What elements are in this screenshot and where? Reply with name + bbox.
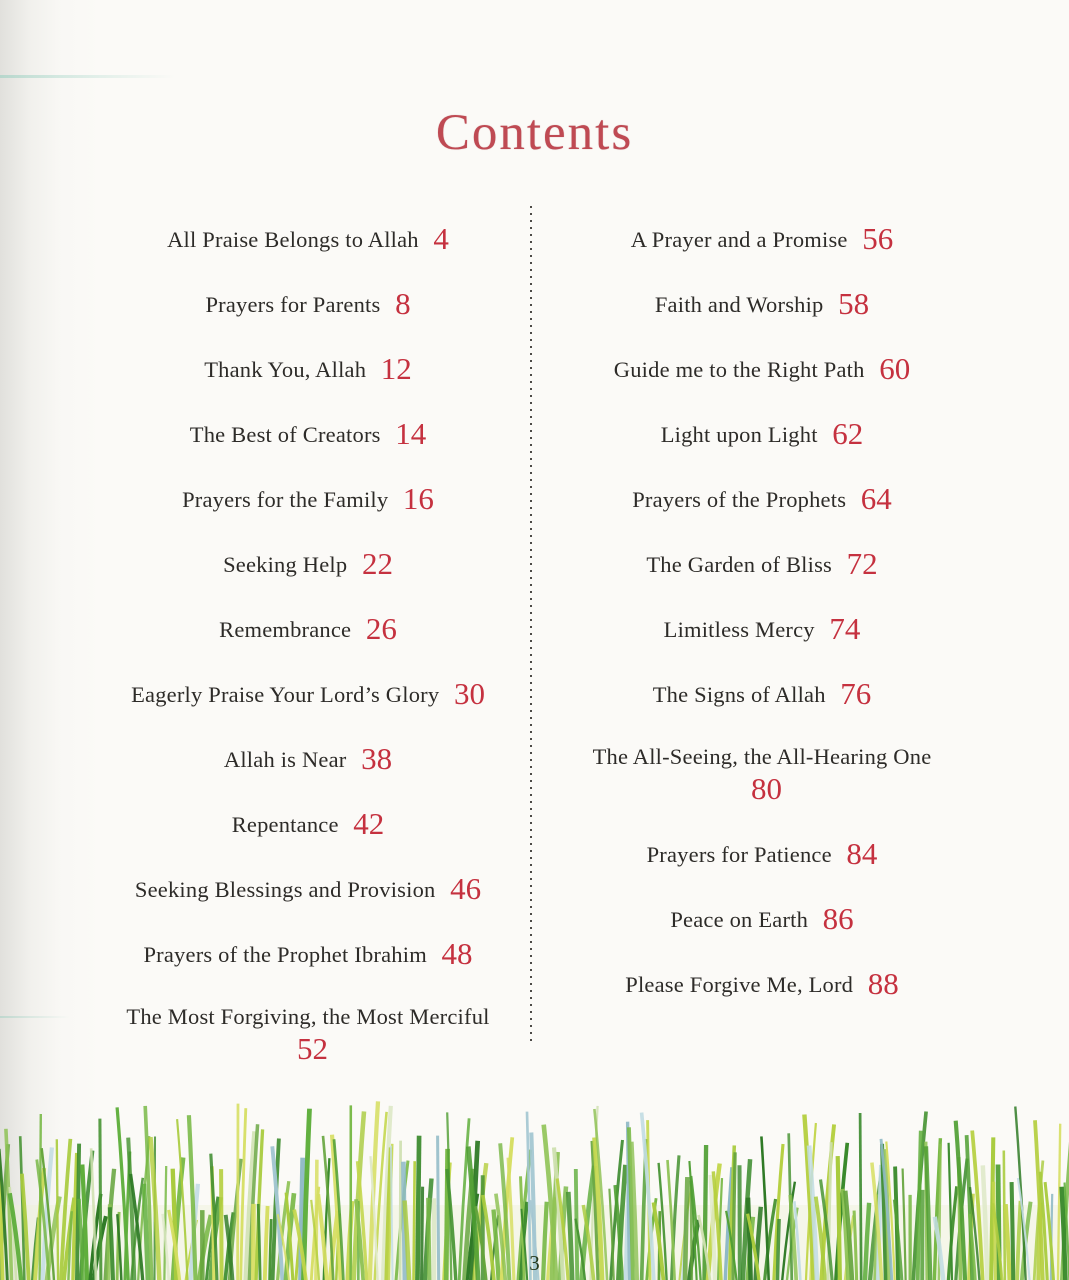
- toc-entry-label: Prayers for Parents: [205, 292, 381, 317]
- toc-entry: [542, 417, 982, 450]
- toc-entry-page-number: 76: [840, 676, 872, 711]
- toc-entry-page-number: 16: [402, 481, 434, 516]
- column-divider-dotted-line: [530, 206, 532, 1046]
- toc-entry-label: Thank You, Allah: [204, 357, 367, 382]
- toc-entry: [83, 417, 533, 450]
- toc-entry-label: Light upon Light: [660, 422, 818, 447]
- toc-entry-label: Limitless Mercy: [663, 617, 815, 642]
- toc-entry-label: Faith and Worship: [654, 292, 824, 317]
- toc-entry-label: Remembrance: [219, 617, 352, 642]
- toc-entry: [83, 352, 533, 385]
- toc-entry-label: Prayers of the Prophet Ibrahim: [143, 942, 427, 967]
- toc-entry-page-number: 74: [829, 611, 861, 646]
- toc-entry: [542, 837, 982, 870]
- toc-entry-label: All Praise Belongs to Allah: [167, 227, 419, 252]
- toc-entry-page-number: 8: [395, 286, 411, 321]
- toc-entry-page-number: 64: [860, 481, 892, 516]
- toc-entry-page-number: 14: [395, 416, 427, 451]
- page-title: Contents: [435, 105, 634, 161]
- toc-entry-label: The Signs of Allah: [652, 682, 826, 707]
- toc-entry-page-number: 12: [380, 351, 412, 386]
- toc-entry-label: The Garden of Bliss: [646, 552, 832, 577]
- toc-entry-page-number: 4: [433, 221, 449, 256]
- toc-entry-label: Prayers for Patience: [646, 842, 832, 867]
- page-number: 3: [529, 1251, 540, 1275]
- toc-entry: [542, 352, 982, 385]
- toc-entry-page-number: 84: [846, 836, 878, 871]
- toc-entry-label: Eagerly Praise Your Lord’s Glory: [131, 682, 440, 707]
- toc-entry: [542, 902, 982, 935]
- toc-entry-page-number: 86: [822, 901, 854, 936]
- toc-entry-page-number: 58: [838, 286, 870, 321]
- toc-entry: [542, 287, 982, 320]
- toc-entry-page-number: 22: [361, 546, 393, 581]
- toc-entry: [83, 547, 533, 580]
- scan-artifact-line: [0, 1016, 70, 1018]
- toc-entry-label: The Best of Creators: [189, 422, 381, 447]
- toc-entry: [83, 1002, 533, 1065]
- toc-entry-label: Repentance: [231, 812, 339, 837]
- toc-entry: [83, 287, 533, 320]
- toc-entry-page-number: 30: [453, 676, 485, 711]
- toc-entry: [83, 222, 533, 255]
- toc-entry-page-number: 62: [832, 416, 864, 451]
- toc-entry-label: The All-Seeing, the All-Hearing One: [592, 744, 932, 769]
- toc-entry-label: A Prayer and a Promise: [630, 227, 848, 252]
- toc-entry: [83, 677, 533, 710]
- toc-entry: [542, 742, 982, 805]
- toc-entry-page-number: 46: [450, 871, 482, 906]
- toc-entry: [83, 612, 533, 645]
- toc-entry-label: Please Forgive Me, Lord: [625, 972, 854, 997]
- toc-right-column: [542, 222, 982, 1032]
- toc-entry-page-number: 80: [751, 771, 782, 806]
- toc-entry: [542, 967, 982, 1000]
- scan-artifact-line: [0, 75, 175, 78]
- toc-entry: [83, 872, 533, 905]
- toc-entry-page-number: 56: [862, 221, 894, 256]
- toc-entry: [83, 807, 533, 840]
- toc-entry: [83, 937, 533, 970]
- toc-entry-page-number: 52: [297, 1031, 328, 1066]
- toc-entry-page-number: 42: [353, 806, 385, 841]
- toc-entry-label: Seeking Help: [223, 552, 348, 577]
- toc-entry-page-number: 72: [846, 546, 878, 581]
- toc-entry-page-number: 26: [365, 611, 397, 646]
- toc-entry: [542, 612, 982, 645]
- toc-entry-page-number: 88: [867, 966, 899, 1001]
- toc-entry-page-number: 38: [361, 741, 393, 776]
- toc-entry-label: Allah is Near: [223, 747, 347, 772]
- toc-entry-label: Guide me to the Right Path: [613, 357, 865, 382]
- toc-entry-label: Prayers of the Prophets: [632, 487, 847, 512]
- toc-entry: [542, 547, 982, 580]
- toc-entry-label: Peace on Earth: [670, 907, 809, 932]
- toc-entry: [83, 742, 533, 775]
- toc-entry: [542, 222, 982, 255]
- toc-entry-page-number: 48: [441, 936, 473, 971]
- toc-entry: [542, 482, 982, 515]
- toc-entry-label: Prayers for the Family: [182, 487, 389, 512]
- toc-entry: [542, 677, 982, 710]
- toc-entry-page-number: 60: [879, 351, 911, 386]
- toc-left-column: [83, 222, 533, 1097]
- toc-entry: [83, 482, 533, 515]
- toc-entry-label: Seeking Blessings and Provision: [134, 877, 436, 902]
- toc-entry-label: The Most Forgiving, the Most Merciful: [126, 1004, 490, 1029]
